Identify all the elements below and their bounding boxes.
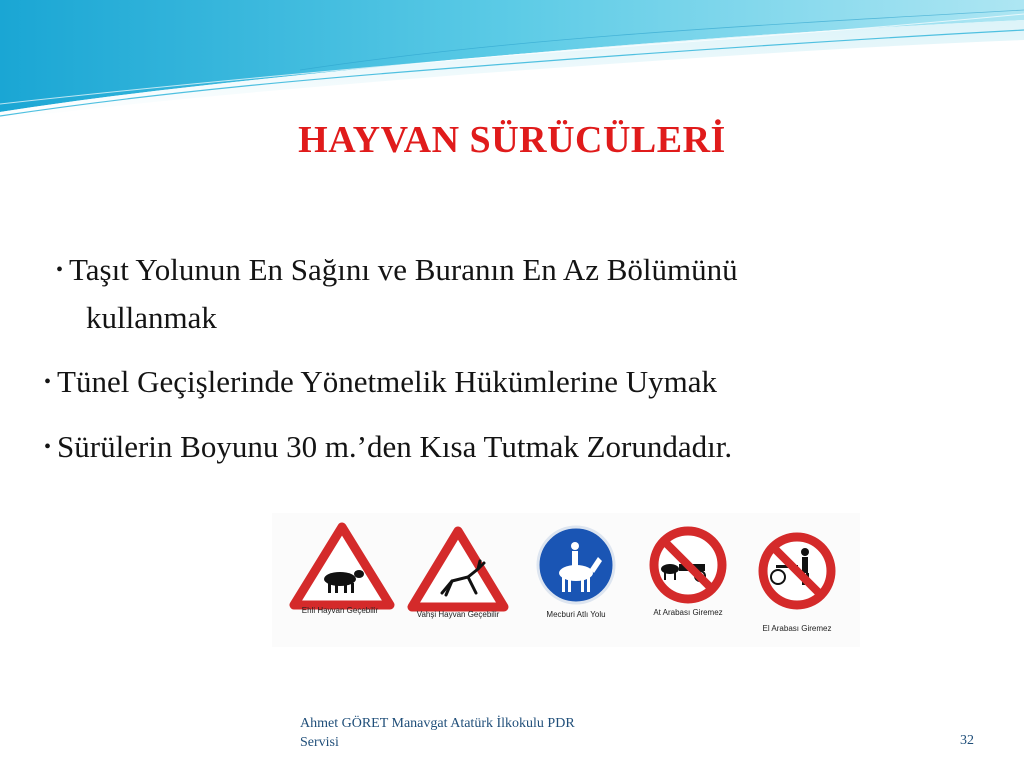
- mandatory-rider-path-sign: [538, 527, 614, 619]
- bullet-symbol: •: [44, 371, 52, 393]
- bullet-2-text: Tünel Geçişlerinde Yönetmelik Hükümlerine Uymak: [57, 364, 718, 399]
- traffic-signs-image: [272, 513, 860, 647]
- footer-author: [300, 714, 680, 752]
- wild-animal-crossing-sign: [412, 531, 504, 619]
- bullet-symbol: •: [56, 259, 64, 281]
- bullet-item-3: [44, 425, 964, 473]
- header-wave-decoration: [0, 0, 1024, 130]
- sign-caption-5: El Arabası Giremez: [762, 624, 832, 633]
- no-horse-cart-sign: [653, 531, 722, 617]
- bullet-1-line2: kullanmak: [86, 300, 217, 335]
- bullet-1-line1: Taşıt Yolunun En Sağını ve Buranın En Az Bölümünü: [69, 252, 738, 287]
- footer-author-line2: Servisi: [300, 735, 339, 750]
- footer-author-line1: Ahmet GÖRET Manavgat Atatürk İlkokulu PDR: [300, 716, 575, 731]
- no-handcart-sign: [763, 537, 832, 633]
- slide-title: HAYVAN SÜRÜCÜLERİ: [298, 119, 726, 161]
- bullet-symbol: •: [44, 436, 52, 458]
- page-number: 32: [960, 733, 974, 748]
- sign-caption-2: Vahşi Hayvan Geçebilir: [416, 610, 500, 619]
- sign-caption-1: Ehli Hayvan Geçebilir: [301, 606, 379, 615]
- bullet-item-1: [56, 248, 956, 340]
- bullet-3-text: Sürülerin Boyunu 30 m.’den Kısa Tutmak Zorundadır.: [57, 429, 733, 464]
- sign-caption-3: Mecburi Atlı Yolu: [546, 610, 606, 619]
- sign-caption-4: At Arabası Giremez: [653, 608, 723, 617]
- domestic-animal-crossing-sign: [294, 527, 390, 615]
- bullet-item-2: [44, 360, 964, 408]
